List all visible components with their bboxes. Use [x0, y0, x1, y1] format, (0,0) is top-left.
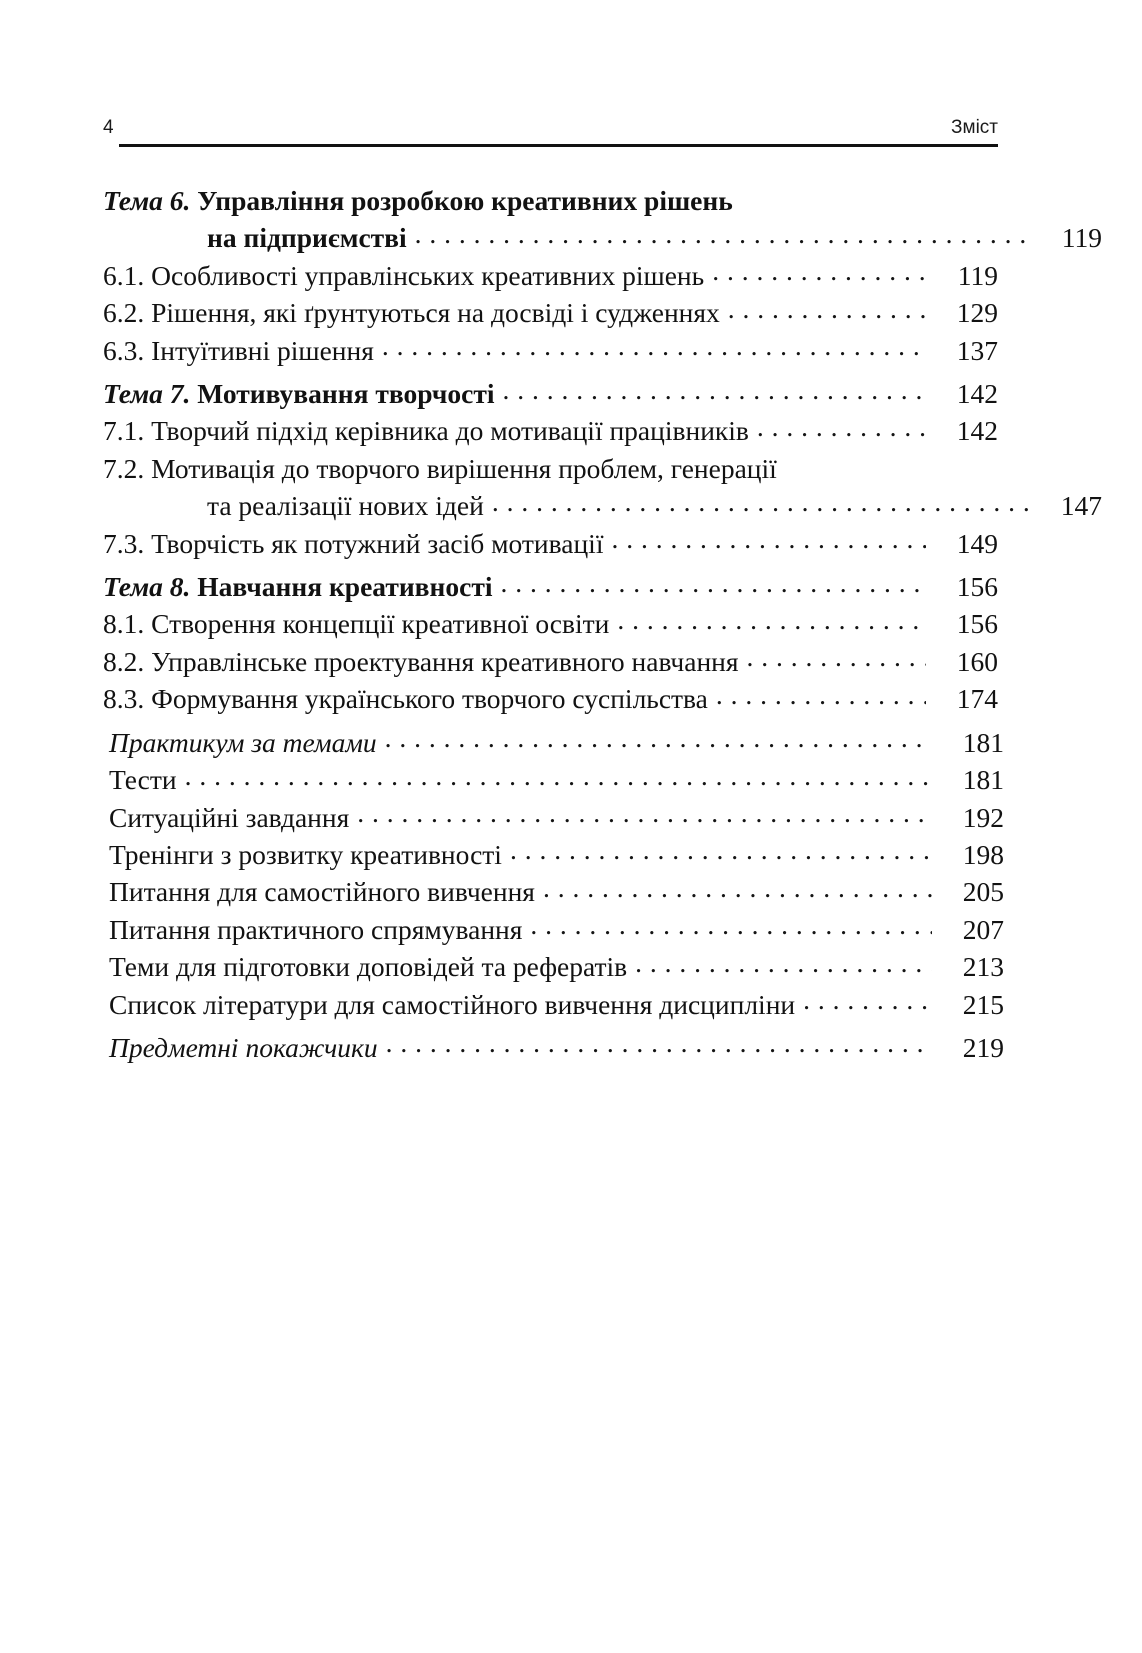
toc-entry-title: Питання практичного спрямування [109, 913, 523, 945]
toc-leader-dots [635, 949, 932, 977]
toc-entry[interactable] [103, 525, 998, 562]
toc-entry[interactable] [103, 182, 998, 219]
toc-entry-part-label: Тема 8. [103, 571, 191, 603]
toc-page-number: 129 [956, 297, 998, 329]
toc-entry-title: Ситуаційні завдання [109, 801, 350, 833]
toc-entry[interactable] [103, 643, 998, 680]
toc-page-number: 156 [956, 608, 998, 640]
toc-entry-title: 7.1. Творчий підхід керівника до мотивації працівників [103, 415, 749, 447]
toc-entry[interactable] [103, 450, 998, 487]
toc-entry[interactable] [103, 332, 998, 369]
toc-entry-title: 6.2. Рішення, які ґрунтуються на досвіді і судженнях [103, 297, 720, 329]
toc-entry-part-label: Тема 6. [103, 185, 191, 216]
toc-entry-title: Тести [109, 764, 177, 796]
running-head [103, 118, 998, 152]
toc-entry[interactable] [103, 219, 1102, 256]
page-folio-number: 4 [103, 117, 114, 138]
toc-entry[interactable] [103, 375, 998, 412]
toc-leader-dots [382, 332, 926, 360]
toc-leader-dots [500, 569, 926, 597]
toc-entry[interactable] [103, 1029, 1004, 1066]
toc-entry-title: Теми для підготовки доповідей та рефератів [109, 951, 628, 983]
toc-entry-title: 6.1. Особливості управлінських креативних рішень [103, 259, 705, 291]
toc-page-number: 181 [962, 726, 1004, 758]
toc-leader-dots [357, 799, 932, 827]
table-of-contents [103, 176, 1102, 1066]
toc-page-number: 160 [956, 645, 998, 677]
toc-entry-title [103, 568, 498, 605]
toc-page-number: 198 [962, 838, 1004, 870]
running-head-title: Зміст [951, 117, 998, 138]
toc-entry-title: Тренінги з розвитку креативності [109, 838, 502, 870]
toc-entry[interactable] [103, 568, 998, 605]
toc-page-number: 213 [962, 951, 1004, 983]
toc-page-number: 149 [956, 527, 998, 559]
toc-entry-title: Питання для самостійного вивчення [109, 876, 535, 908]
toc-page-number: 147 [1060, 490, 1102, 522]
toc-entry[interactable] [103, 799, 1004, 836]
toc-leader-dots [611, 525, 926, 553]
toc-entry-title: 8.3. Формування українського творчого суспільства [103, 683, 708, 715]
toc-page-number: 156 [956, 571, 998, 603]
toc-entry-title: 8.2. Управлінське проектування креативного навчання [103, 645, 739, 677]
toc-page-number: 219 [962, 1031, 1004, 1063]
toc-leader-dots [415, 220, 1030, 248]
toc-page-number: 207 [962, 913, 1004, 945]
toc-entry[interactable] [103, 836, 1004, 873]
toc-entry-part-title: Мотивування творчості [190, 378, 495, 410]
toc-leader-dots [785, 450, 926, 478]
toc-entry[interactable] [103, 412, 998, 449]
toc-entry-part-label: Тема 7. [103, 378, 191, 410]
toc-leader-dots [712, 257, 926, 285]
toc-entry[interactable] [103, 487, 1102, 524]
toc-leader-dots [502, 376, 926, 404]
toc-page-number: 137 [956, 334, 998, 366]
toc-leader-dots [741, 183, 926, 211]
toc-entry-title: та реалізації нових ідей [207, 490, 484, 522]
toc-leader-dots [803, 986, 932, 1014]
toc-page-number: 142 [956, 415, 998, 447]
toc-entry-title: 7.3. Творчість як потужний засіб мотивації [103, 527, 604, 559]
toc-entry[interactable] [103, 605, 998, 642]
toc-page-number: 192 [962, 801, 1004, 833]
toc-page-number: 174 [956, 683, 998, 715]
toc-page-number: 205 [962, 876, 1004, 908]
toc-leader-dots [728, 295, 926, 323]
header-rule [119, 144, 998, 147]
toc-leader-dots [747, 643, 926, 671]
toc-leader-dots [543, 874, 932, 902]
toc-page-number: 142 [956, 378, 998, 410]
toc-entry-title: Предметні покажчики [109, 1031, 378, 1063]
toc-entry[interactable] [103, 911, 1004, 948]
toc-leader-dots [386, 1029, 932, 1057]
toc-leader-dots [530, 911, 932, 939]
toc-entry-part-title: Навчання креативності [190, 571, 493, 603]
toc-leader-dots [757, 413, 926, 441]
toc-entry-title: 7.2. Мотивація до творчого вирішення проблем, генерації [103, 452, 777, 484]
toc-entry-title [103, 375, 500, 412]
toc-leader-dots [185, 762, 932, 790]
toc-entry-title: 8.1. Створення концепції креативної освіти [103, 608, 610, 640]
toc-page-number: 119 [957, 259, 998, 291]
toc-entry[interactable] [103, 724, 1004, 761]
toc-entry[interactable] [103, 948, 1004, 985]
toc-entry[interactable] [103, 873, 1004, 910]
toc-entry[interactable] [103, 257, 998, 294]
toc-leader-dots [492, 488, 1030, 516]
toc-entry-part-title: Управління розробкою креативних рішень [190, 185, 733, 216]
toc-leader-dots [617, 606, 926, 634]
toc-entry-title: 6.3. Інтуїтивні рішення [103, 334, 374, 366]
toc-entry-title: Список літератури для самостійного вивчення дисципліни [109, 988, 796, 1020]
toc-page-number: 119 [1061, 222, 1102, 254]
toc-entry-title [103, 182, 739, 219]
toc-entry[interactable] [103, 761, 1004, 798]
toc-entry-title: на підприємстві [207, 222, 407, 254]
toc-leader-dots [385, 724, 932, 752]
toc-leader-dots [510, 836, 932, 864]
toc-leader-dots [716, 681, 926, 709]
toc-entry[interactable] [103, 294, 998, 331]
toc-entry-title: Практикум за темами [109, 726, 377, 758]
toc-entry[interactable] [103, 986, 1004, 1023]
toc-page-number: 215 [962, 988, 1004, 1020]
toc-entry[interactable] [103, 680, 998, 717]
toc-page-number: 181 [962, 764, 1004, 796]
